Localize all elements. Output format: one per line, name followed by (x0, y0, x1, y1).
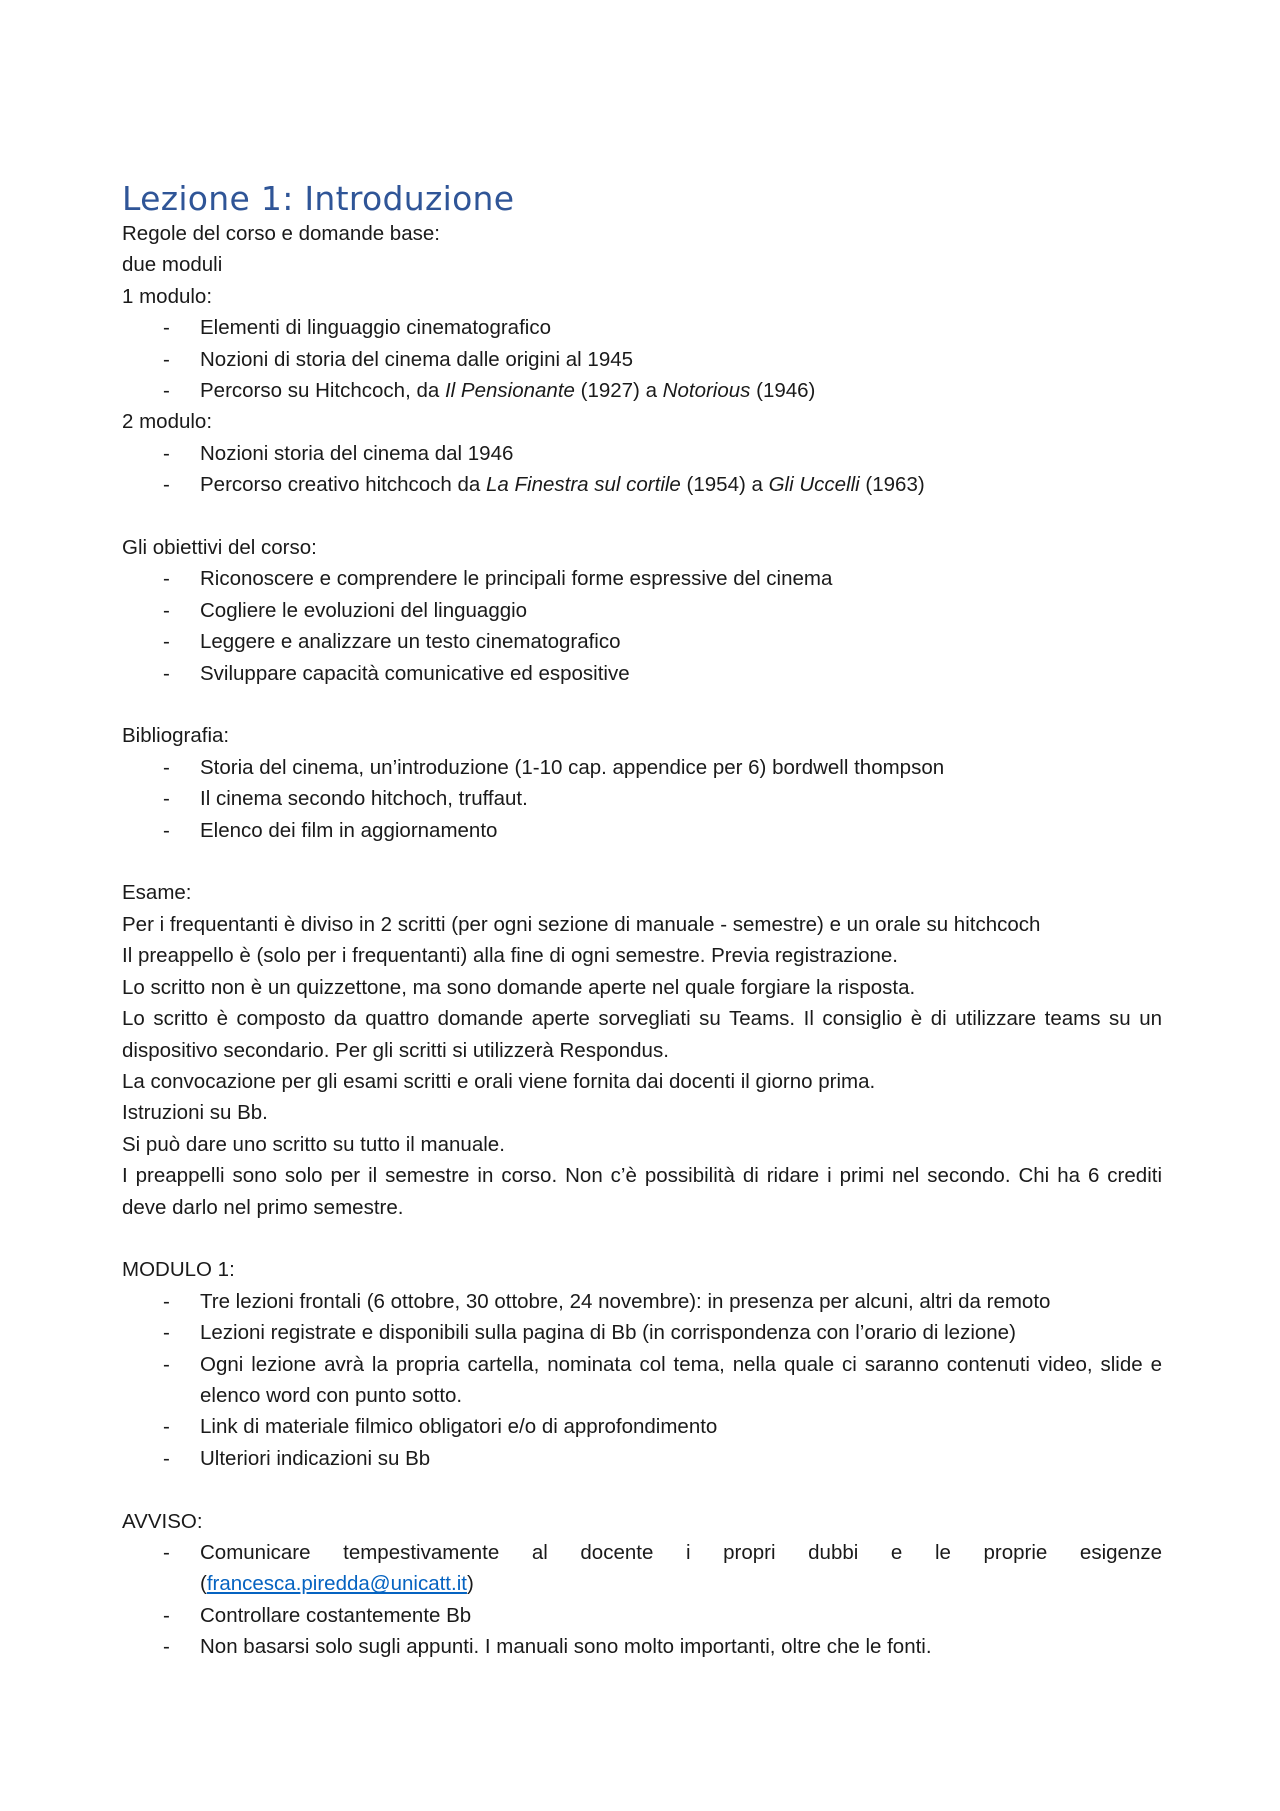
modulo1-info-heading: MODULO 1: (122, 1258, 235, 1282)
dash-bullet: - (163, 1635, 170, 1659)
list-item: - Lezioni registrate e disponibili sulla pagina di Bb (in corrispondenza con l’orario di lezione) (122, 1317, 1162, 1348)
bibliografia-list (122, 752, 1162, 846)
spacer (122, 689, 1162, 720)
list-item: - Elementi di linguaggio cinematografico (122, 312, 1162, 343)
avviso-list (122, 1537, 1162, 1663)
list-item: - Elenco dei film in aggiornamento (122, 815, 1162, 846)
dash-bullet: - (163, 818, 170, 842)
list-item: - Ogni lezione avrà la propria cartella, nominata col tema, nella quale ci saranno contenuti video, slide e elenco word con punto sotto. (122, 1349, 1162, 1412)
spacer (122, 1474, 1162, 1505)
esame-line: Il preappello è (solo per i frequentanti) alla fine di ogni semestre. Previa registrazione. (122, 944, 898, 968)
modulo1-list (122, 312, 1162, 406)
dash-bullet: - (163, 441, 170, 465)
spacer (122, 846, 1162, 877)
bibliografia-heading: Bibliografia: (122, 724, 230, 748)
email-link[interactable]: francesca.piredda@unicatt.it (206, 1572, 467, 1596)
list-item: - Storia del cinema, un’introduzione (1-10 cap. appendice per 6) bordwell thompson (122, 752, 1162, 783)
list-item: - Tre lezioni frontali (6 ottobre, 30 ottobre, 24 novembre): in presenza per alcuni, altri da remoto (122, 1286, 1162, 1317)
avviso-email-line: (francesca.piredda@unicatt.it) (200, 1572, 474, 1596)
list-item: - Nozioni storia del cinema dal 1946 (122, 438, 1162, 469)
spacer (122, 1223, 1162, 1254)
esame-line: Per i frequentanti è diviso in 2 scritti (per ogni sezione di manuale - semestre) e un orale su hitchcoch (122, 912, 1041, 936)
dash-bullet: - (163, 755, 170, 779)
list-item: - Sviluppare capacità comunicative ed espositive (122, 658, 1162, 689)
document-page (122, 178, 1162, 1663)
film-title: La Finestra sul cortile (486, 473, 681, 497)
dash-bullet: - (163, 1352, 170, 1376)
modulo1-heading: 1 modulo: (122, 284, 213, 308)
avviso-item-text: Comunicare tempestivamente al docente i propri dubbi e le proprie esigenze (200, 1540, 1162, 1564)
avviso-heading: AVVISO: (122, 1509, 203, 1533)
film-title: Il Pensionante (444, 379, 575, 403)
obiettivi-heading: Gli obiettivi del corso: (122, 536, 317, 560)
list-item (122, 1537, 1162, 1600)
dash-bullet: - (163, 598, 170, 622)
modulo2-heading: 2 modulo: (122, 410, 213, 434)
list-item: - Percorso creativo hitchcoch da La Finestra sul cortile (1954) a Gli Uccelli (1963) (122, 469, 1162, 500)
modulo1-info-list (122, 1286, 1162, 1474)
dash-bullet: - (163, 1603, 170, 1627)
obiettivi-list (122, 563, 1162, 689)
list-item: - Il cinema secondo hitchoch, truffaut. (122, 783, 1162, 814)
dash-bullet: - (163, 787, 170, 811)
dash-bullet: - (163, 1446, 170, 1470)
esame-line: Si può dare uno scritto su tutto il manuale. (122, 1132, 505, 1156)
spacer (122, 501, 1162, 532)
esame-line: I preappelli sono solo per il semestre in corso. Non c’è possibilità di ridare i primi nel secondo. Chi ha 6 crediti deve darlo nel primo semestre. (122, 1164, 1162, 1219)
list-item: - Percorso su Hitchcoch, da Il Pensionante (1927) a Notorious (1946) (122, 375, 1162, 406)
esame-line: La convocazione per gli esami scritti e orali viene fornita dai docenti il giorno prima. (122, 1069, 876, 1093)
list-item: - Ulteriori indicazioni su Bb (122, 1443, 1162, 1474)
dash-bullet: - (163, 316, 170, 340)
dash-bullet: - (163, 630, 170, 654)
intro-line: Regole del corso e domande base: (122, 222, 440, 245)
list-item: - Controllare costantemente Bb (122, 1600, 1162, 1631)
modulo2-list (122, 438, 1162, 501)
page-title: Lezione 1: Introduzione (122, 179, 515, 218)
film-title: Notorious (662, 379, 751, 403)
esame-line: Istruzioni su Bb. (122, 1101, 268, 1125)
dash-bullet: - (163, 1540, 170, 1564)
esame-line: Lo scritto è composto da quattro domande aperte sorvegliati su Teams. Il consiglio è di utilizzare teams su un dispositivo secondario. Per gli scritti si utilizzerà Respondus. (122, 1007, 1162, 1062)
dash-bullet: - (163, 473, 170, 497)
dash-bullet: - (163, 1289, 170, 1313)
dash-bullet: - (163, 379, 170, 403)
list-item: - Non basarsi solo sugli appunti. I manuali sono molto importanti, oltre che le fonti. (122, 1631, 1162, 1662)
dash-bullet: - (163, 1321, 170, 1345)
dash-bullet: - (163, 1415, 170, 1439)
list-item: - Nozioni di storia del cinema dalle origini al 1945 (122, 344, 1162, 375)
film-title: Gli Uccelli (768, 473, 860, 497)
list-item: - Leggere e analizzare un testo cinematografico (122, 626, 1162, 657)
dash-bullet: - (163, 661, 170, 685)
intro-line: due moduli (122, 253, 223, 277)
esame-heading: Esame: (122, 881, 192, 905)
list-item: - Cogliere le evoluzioni del linguaggio (122, 595, 1162, 626)
list-item: - Link di materiale filmico obligatori e/o di approfondimento (122, 1411, 1162, 1442)
esame-line: Lo scritto non è un quizzettone, ma sono domande aperte nel quale forgiare la risposta. (122, 975, 916, 999)
list-item: - Riconoscere e comprendere le principali forme espressive del cinema (122, 563, 1162, 594)
dash-bullet: - (163, 347, 170, 371)
dash-bullet: - (163, 567, 170, 591)
